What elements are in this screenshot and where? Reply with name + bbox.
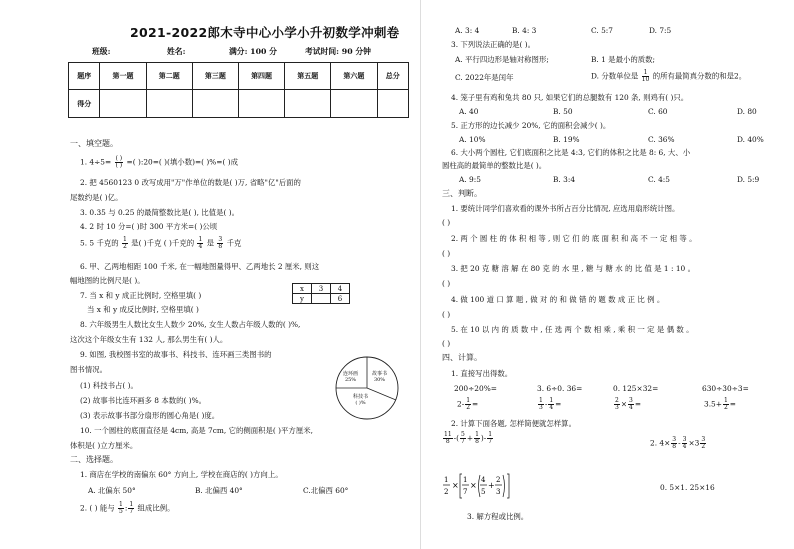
question-6: 6. 甲、乙两地相距 100 千米, 在一幅地图量得甲、乙两地长 2 厘米, 则这 — [80, 262, 320, 271]
choice-2-option-d: D. 7:5 — [649, 26, 672, 35]
ratio-cell — [312, 294, 331, 304]
exam-time: 考试时间: 90 分钟 — [305, 47, 371, 56]
choice-5-option-d: D. 40% — [737, 135, 764, 144]
choice-2-option-b: B. 4: 3 — [512, 26, 537, 35]
calc-2-expr-4: 0. 5×1. 25×16 — [660, 483, 715, 492]
svg-text:2: 2 — [496, 476, 501, 484]
choice-4-option-c: C. 60 — [648, 107, 668, 116]
calc-1-item-3: 0. 125×32= — [613, 384, 659, 393]
question-5: 5. 5 千克的 $\frac{1}{2}$ 是( )千克 ( )千克的 $\frac{1}{4}$ 是 $\frac{3}{8}$ 千克 — [80, 236, 242, 250]
score-cell: 题序 — [69, 63, 100, 90]
question-1: 1. 4÷5= $\frac{( )}{( )}$ =( ):20=( )(填小数)=( )%=( )成 — [80, 155, 238, 169]
question-9-cont: 图书情况。 — [70, 365, 107, 374]
score-cell: 第六题 — [331, 63, 377, 90]
judge-1: 1. 要统计同学们喜欢看的课外书所占百分比情况, 应选用扇形统计图。 — [451, 204, 680, 213]
judge-2: 2. 两 个 圆 柱 的 体 积 相 等 , 则 它 们 的 底 面 积 和 高 不 一 定 相 等 。 — [451, 234, 697, 243]
choice-6-option-c: C. 4:5 — [648, 175, 670, 184]
judge-3: 3. 把 20 克 糖 溶 解 在 80 克 的 水 里 , 糖 与 糖 水 的 比 值 是 1 : 10 。 — [451, 264, 695, 273]
svg-text:1: 1 — [463, 476, 468, 484]
judge-4: 4. 做 100 道 口 算 题 , 做 对 的 和 做 错 的 题 数 成 正 比 例 。 — [451, 295, 665, 304]
judge-1-paren: ( ) — [442, 218, 451, 227]
calc-1-item-1: 200÷20%= — [454, 384, 497, 393]
calc-1: 1. 直接写出得数。 — [451, 369, 513, 378]
score-cell: 第二题 — [146, 63, 192, 90]
question-8-cont: 这次这个年级女生有 132 人, 那么男生有( )人。 — [70, 335, 228, 344]
calc-1-item-7: $\frac{2}{3}$ × $\frac{3}{4}$ = — [615, 397, 642, 411]
section-judge: 三、判断。 — [442, 189, 482, 198]
svg-text:3: 3 — [496, 488, 501, 496]
choice-6-option-d: D. 5:9 — [737, 175, 760, 184]
pie-chart — [334, 355, 400, 421]
question-6-cont: 幅地图的比例尺是( )。 — [70, 276, 145, 285]
choice-2-option-a: A. 3: 4 — [455, 26, 480, 35]
complex-fraction-expression — [442, 472, 512, 500]
question-2-cont: 尾数约是( )亿。 — [70, 193, 123, 202]
choice-3-option-a: A. 平行四边形是轴对称图形; — [455, 55, 549, 64]
calc-1-item-4: 630÷30÷3= — [702, 384, 749, 393]
choice-4-option-a: A. 40 — [459, 107, 479, 116]
choice-1: 1. 商店在学校的南偏东 60° 方向上, 学校在商店的( )方向上。 — [80, 470, 283, 479]
pie-label-keji: 科技书 ( )% — [353, 394, 369, 406]
calc-2-expr-3 — [442, 472, 512, 501]
choice-2: 2. ( ) 能与 $\frac{1}{5}$ : $\frac{1}{7}$ 组成比例。 — [80, 501, 175, 515]
svg-text:+: + — [488, 481, 495, 490]
calc-1-item-2: 3. 6÷0. 36= — [537, 384, 583, 393]
question-9: 9. 如图, 我校图书室的故事书、科技书、连环画三类图书的 — [80, 350, 272, 359]
question-9-2: (2) 故事书比连环画多 8 本数的( )%。 — [80, 396, 207, 405]
judge-2-paren: ( ) — [442, 249, 451, 258]
pie-label-gushi: 故事书 30% — [372, 371, 388, 383]
choice-1-option-c: C.北偏西 60° — [303, 486, 349, 495]
question-7a: 7. 当 x 和 y 成正比例时, 空格里填( ) — [80, 291, 202, 300]
choice-6-option-a: A. 9:5 — [459, 175, 481, 184]
question-9-3: (3) 表示故事书部分扇形的圆心角是( )度。 — [80, 411, 220, 420]
svg-text:7: 7 — [463, 488, 468, 496]
class-label: 班级: — [92, 47, 111, 56]
page-divider — [420, 0, 421, 549]
score-cell: 第三题 — [192, 63, 238, 90]
name-label: 姓名: — [167, 47, 186, 56]
question-3: 3. 0.35 与 0.25 的最简整数比是( ), 比值是( )。 — [80, 208, 239, 217]
full-score: 满分: 100 分 — [229, 47, 277, 56]
question-10-cont: 体积是( )立方厘米。 — [70, 441, 138, 450]
question-4: 4. 2 时 10 分=( )时 300 平方米=( )公顷 — [80, 222, 218, 231]
svg-text:5: 5 — [481, 488, 486, 496]
section-calc: 四、计算。 — [442, 353, 482, 362]
page-title: 2021-2022郎木寺中心小学小升初数学冲刺卷 — [130, 25, 400, 40]
choice-6-cont: 圆柱高的最简单的整数比是( )。 — [442, 161, 547, 170]
choice-1-option-b: B. 北偏西 40° — [195, 486, 243, 495]
section-fill-blank: 一、填空题。 — [70, 139, 118, 148]
judge-5: 5. 在 10 以 内 的 质 数 中 , 任 选 两 个 数 相 乘 , 乘 积 一 定 是 偶 数 。 — [451, 325, 694, 334]
svg-text:×: × — [470, 481, 477, 490]
score-cell: 总分 — [377, 63, 409, 90]
ratio-cell: 4 — [331, 284, 350, 294]
question-8: 8. 六年级男生人数比女生人数少 20%, 女生人数占年级人数的( )%, — [80, 320, 301, 329]
calc-1-item-6: $\frac{1}{3}$ - $\frac{1}{4}$ = — [539, 397, 562, 411]
calc-1-item-5: 2- $\frac{1}{2}$ = — [457, 397, 479, 411]
choice-5: 5. 正方形的边长减少 20%, 它的面积会减少( )。 — [451, 121, 611, 130]
choice-4-option-d: D. 80 — [737, 107, 757, 116]
choice-5-option-a: A. 10% — [459, 135, 486, 144]
ratio-table — [292, 283, 350, 304]
judge-4-paren: ( ) — [442, 310, 451, 319]
judge-3-paren: ( ) — [442, 279, 451, 288]
choice-1-option-a: A. 北偏东 50° — [88, 486, 136, 495]
ratio-cell: y — [293, 294, 312, 304]
score-cell: 得分 — [69, 90, 100, 118]
choice-4-option-b: B. 50 — [553, 107, 573, 116]
ratio-cell: 6 — [331, 294, 350, 304]
pie-chart-svg — [334, 355, 400, 421]
question-2: 2. 把 4560123 0 改写成用"万"作单位的数是( )万, 省略"亿"后面的 — [80, 178, 301, 187]
choice-3-option-d: D. 分数单位是 $\frac{1}{10}$ 的所有最简真分数的和是2。 — [591, 69, 747, 83]
choice-5-option-b: B. 19% — [553, 135, 580, 144]
pie-label-lianhuanhua: 连环画 25% — [343, 371, 359, 383]
ratio-cell: x — [293, 284, 312, 294]
choice-3-option-b: B. 1 是最小的质数; — [591, 55, 656, 64]
judge-5-paren: ( ) — [442, 339, 451, 348]
svg-text:4: 4 — [481, 476, 486, 484]
svg-text:1: 1 — [444, 476, 449, 484]
svg-text:2: 2 — [444, 488, 449, 496]
calc-2-expr-2: 2. 4× $\frac{3}{8}$ - $\frac{3}{4}$ ×3 $\frac{3}{2}$ — [650, 436, 706, 450]
calc-1-item-8: 3.5+ $\frac{1}{2}$ = — [704, 397, 736, 411]
choice-3: 3. 下列说法正确的是( )。 — [451, 40, 536, 49]
calc-2: 2. 计算下面各题, 怎样简便就怎样算。 — [451, 419, 576, 428]
choice-4: 4. 笼子里有鸡和兔共 80 只, 如果它们的总腿数有 120 条, 则鸡有( )只。 — [451, 93, 689, 102]
question-9-1: (1) 科技书占( )。 — [80, 381, 138, 390]
choice-3-option-c: C. 2022年是闰年 — [455, 73, 514, 82]
choice-5-option-c: C. 36% — [648, 135, 675, 144]
score-cell: 第四题 — [238, 63, 284, 90]
score-cell: 第一题 — [100, 63, 146, 90]
score-table — [68, 62, 409, 118]
ratio-cell: 3 — [312, 284, 331, 294]
question-7b: 当 x 和 y 成反比例时, 空格里填( ) — [87, 305, 199, 314]
calc-2-expr-1: $\frac{11}{8}$ -( $\frac{5}{7}$ + $\frac{1}{8}$ )- $\frac{1}{7}$ — [444, 431, 493, 445]
choice-6-option-b: B. 3:4 — [553, 175, 576, 184]
score-cell: 第五题 — [285, 63, 331, 90]
svg-text:×: × — [452, 481, 459, 490]
section-choice: 二、选择题。 — [70, 455, 118, 464]
question-10: 10. 一个圆柱的底面直径是 4cm, 高是 7cm, 它的侧面积是( )平方厘米, — [80, 426, 313, 435]
choice-2-option-c: C. 5:7 — [591, 26, 613, 35]
calc-3: 3. 解方程或比例。 — [467, 512, 529, 521]
choice-6: 6. 大小两个圆柱, 它们底面积之比是 4:3, 它们的体积之比是 8: 6, 大、小 — [451, 148, 691, 157]
